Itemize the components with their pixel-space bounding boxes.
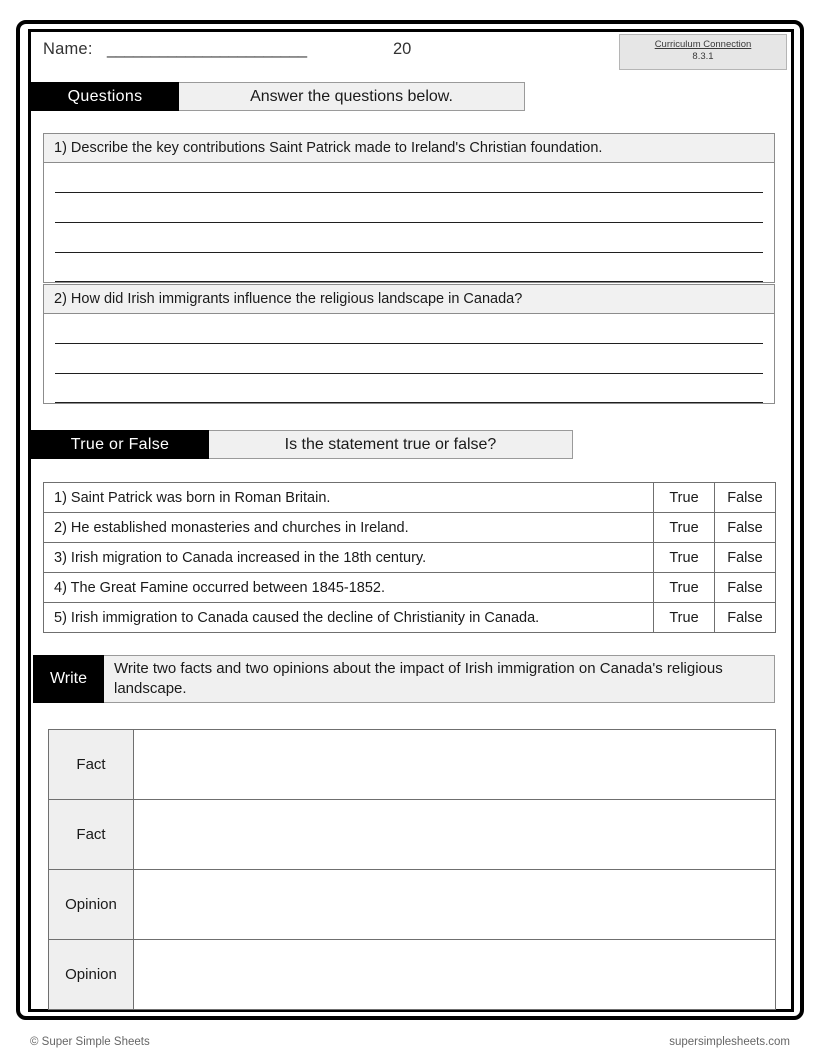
true-option[interactable]: True [654, 513, 715, 543]
write-section-tag: Write [33, 655, 104, 703]
page-number: 20 [393, 40, 412, 58]
fact-opinion-label: Opinion [49, 940, 134, 1010]
footer-website: supersimplesheets.com [669, 1036, 790, 1048]
question-box-2 [43, 284, 775, 404]
table-row [44, 483, 776, 513]
true-option[interactable]: True [654, 543, 715, 573]
questions-section-tag: Questions [31, 82, 179, 111]
fact-opinion-answer[interactable] [134, 730, 776, 800]
true-false-section-header [31, 430, 573, 459]
curriculum-connection-title: Curriculum Connection [654, 39, 752, 50]
table-row [49, 870, 776, 940]
questions-section-header [31, 82, 525, 111]
name-label: Name: [43, 40, 93, 58]
answer-rule [55, 252, 763, 253]
question-prompt-2: 2) How did Irish immigrants influence the religious landscape in Canada? [44, 285, 774, 314]
write-section-description: Write two facts and two opinions about the impact of Irish immigration on Canada's religious landscape. [104, 655, 775, 703]
questions-section-description: Answer the questions below. [179, 82, 525, 111]
true-false-section-tag: True or False [31, 430, 209, 459]
true-false-statement: 5) Irish immigration to Canada caused the decline of Christianity in Canada. [44, 603, 654, 633]
question-box-1 [43, 133, 775, 283]
true-false-statement: 4) The Great Famine occurred between 1845-1852. [44, 573, 654, 603]
false-option[interactable]: False [715, 483, 776, 513]
question-prompt-1: 1) Describe the key contributions Saint Patrick made to Ireland's Christian foundation. [44, 134, 774, 163]
false-option[interactable]: False [715, 573, 776, 603]
true-option[interactable]: True [654, 573, 715, 603]
table-row [49, 730, 776, 800]
false-option[interactable]: False [715, 543, 776, 573]
footer-copyright: © Super Simple Sheets [30, 1036, 150, 1048]
fact-opinion-label: Opinion [49, 870, 134, 940]
true-option[interactable]: True [654, 483, 715, 513]
fact-opinion-answer[interactable] [134, 870, 776, 940]
question-answer-area-2[interactable] [44, 314, 774, 403]
true-false-statement: 1) Saint Patrick was born in Roman Britain. [44, 483, 654, 513]
answer-rule [55, 343, 763, 344]
table-row [44, 543, 776, 573]
table-row [44, 603, 776, 633]
true-false-section-description: Is the statement true or false? [209, 430, 573, 459]
answer-rule [55, 373, 763, 374]
answer-rule [55, 402, 763, 403]
fact-opinion-table [48, 729, 776, 1010]
fact-opinion-answer[interactable] [134, 940, 776, 1010]
true-option[interactable]: True [654, 603, 715, 633]
answer-rule [55, 281, 763, 282]
false-option[interactable]: False [715, 513, 776, 543]
fact-opinion-label: Fact [49, 730, 134, 800]
answer-rule [55, 192, 763, 193]
false-option[interactable]: False [715, 603, 776, 633]
true-false-table [43, 482, 776, 633]
fact-opinion-answer[interactable] [134, 800, 776, 870]
worksheet-content [31, 32, 791, 1009]
table-row [44, 513, 776, 543]
question-answer-area-1[interactable] [44, 163, 774, 282]
name-blank-line[interactable]: _______________________ [107, 40, 307, 58]
table-row [44, 573, 776, 603]
answer-rule [55, 222, 763, 223]
student-info-row [31, 32, 791, 78]
table-row [49, 940, 776, 1010]
write-section-header [33, 655, 775, 703]
true-false-statement: 2) He established monasteries and churches in Ireland. [44, 513, 654, 543]
curriculum-connection-code: 8.3.1 [692, 51, 714, 62]
fact-opinion-label: Fact [49, 800, 134, 870]
true-false-statement: 3) Irish migration to Canada increased in the 18th century. [44, 543, 654, 573]
curriculum-connection-badge [619, 34, 787, 70]
table-row [49, 800, 776, 870]
